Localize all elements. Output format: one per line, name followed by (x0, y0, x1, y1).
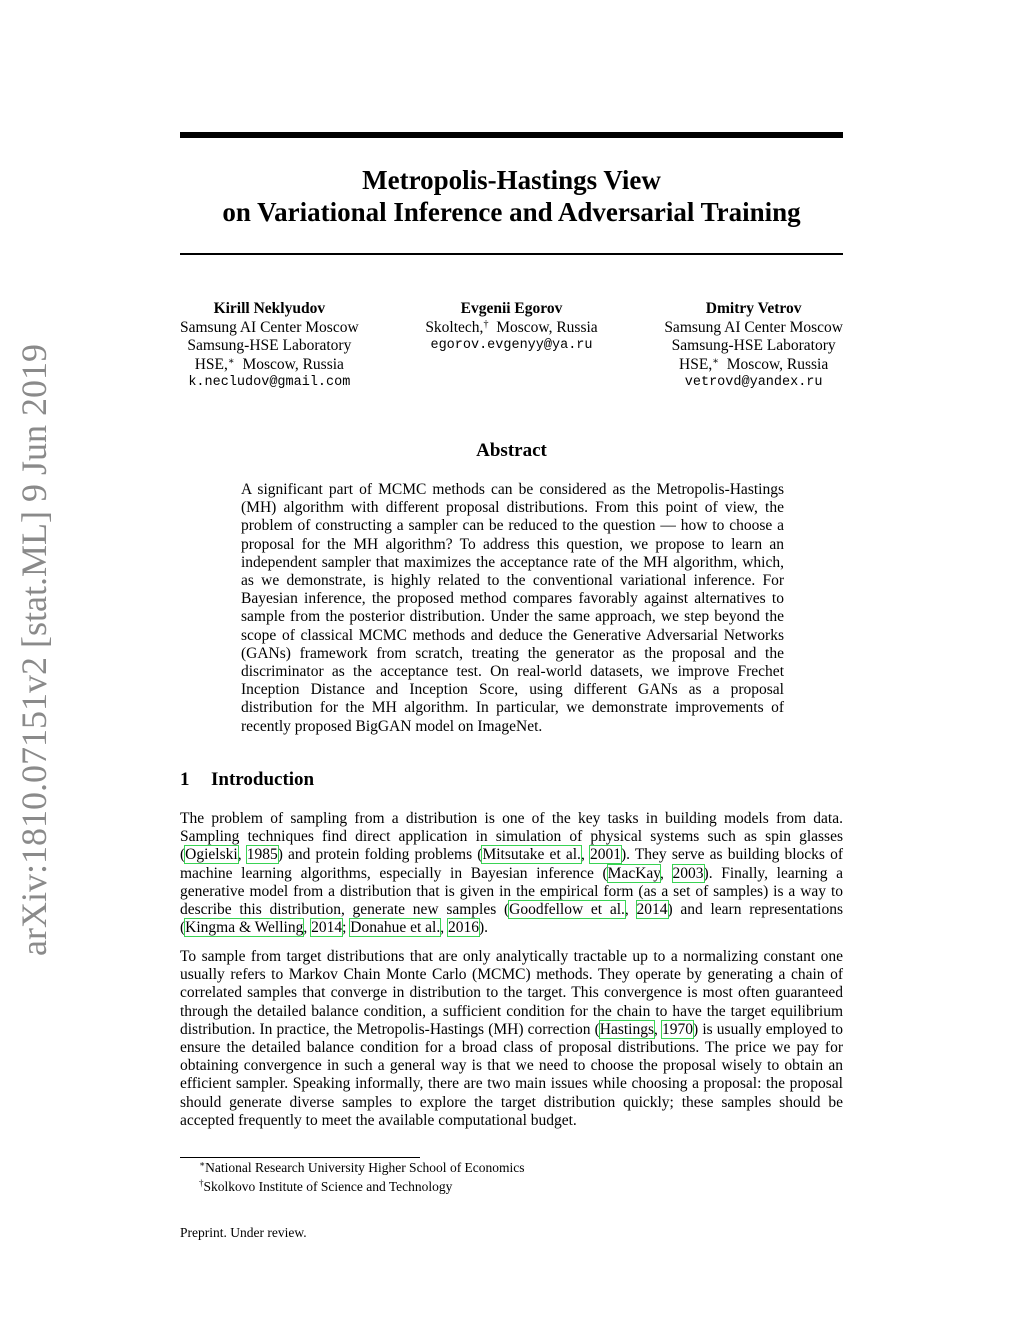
citation-link[interactable]: Hastings (599, 1020, 655, 1038)
arxiv-stamp: arXiv:1810.07151v2 [stat.ML] 9 Jun 2019 (14, 344, 54, 956)
citation-link[interactable]: 2014 (311, 919, 343, 937)
section-heading (180, 769, 314, 791)
citation-link[interactable]: Donahue et al. (350, 919, 441, 937)
section-title: Introduction (211, 769, 315, 790)
footnote-mark: ∗ (199, 1159, 206, 1169)
author-affiliation: HSE,∗ Moscow, Russia (194, 355, 344, 373)
author-name: Dmitry Vetrov (705, 300, 802, 317)
citation-link[interactable]: MacKay (607, 864, 661, 882)
footnote-mark: ∗ (227, 355, 235, 367)
author-affiliation: HSE,∗ Moscow, Russia (679, 355, 829, 373)
author-affiliation: Skoltech,† Moscow, Russia (425, 318, 598, 336)
footnote-1: ∗National Research University Higher School of Economics (199, 1159, 525, 1175)
intro-paragraph-1: The problem of sampling from a distribution is one of the key tasks in building models from data. Sampling techniques find direct application in simulation of physical systems such as spin glasses (Ogielski, 1985) and protein folding problems (Mitsutake et al., 2001). They serve as building blocks of machine learning algorithms, especially in Bayesian inference (MacKay, 2003). Finally, learning a generative model from a distribution that is given in the empirical form (as a set of samples) is a way to describe this distribution, generate new samples (Goodfellow et al., 2014) and learn representations (Kingma & Welling, 2014; Donahue et al., 2016). (180, 810, 844, 937)
author-affiliation: Samsung AI Center Moscow (664, 318, 843, 336)
author-email[interactable]: k.necludov@gmail.com (188, 375, 351, 390)
author-1 (180, 300, 359, 393)
author-block (180, 300, 843, 393)
abstract-text: A significant part of MCMC methods can be considered as the Metropolis-Hastings (MH) algorithm with different proposal distributions. From this point of view, the problem of constructing a sampler can be reduced to the question — how to choose a proposal for the MH algorithm? To address this question, we propose to learn an independent sampler that maximizes the acceptance rate of the MH algorithm, which, as we demonstrate, is highly related to the conventional variational inference. For Bayesian inference, the proposed method compares favorably against alternatives to sample from the posterior distribution. Under the same approach, we step beyond the scope of classical MCMC methods and deduce the Generative Adversarial Networks (GANs) framework from scratch, treating the generator as the proposal and the discriminator as the acceptance test. On real-world datasets, we improve Frechet Inception Distance and Inception Score, using different GANs as a proposal distribution for the MH algorithm. In particular, we demonstrate improvements of recently proposed BigGAN model on ImageNet. (241, 481, 784, 735)
citation-link[interactable]: 1985 (246, 846, 278, 864)
citation-link[interactable]: Ogielski (185, 846, 238, 864)
section-number: 1 (180, 769, 190, 790)
citation-link[interactable]: 2003 (672, 864, 704, 882)
paper-title (180, 164, 843, 228)
footnote-mark: † (199, 1178, 204, 1188)
abstract-heading: Abstract (476, 440, 547, 461)
intro-paragraph-2: To sample from target distributions that are only analytically tractable up to a normalizing constant one usually refers to Markov Chain Monte Carlo (MCMC) methods. They operate by generating a chain of correlated samples that converge in distribution to the target. This convergence is most often guaranteed through the detailed balance condition, a sufficient condition for the chain to have the target equilibrium distribution. In practice, the Metropolis-Hastings (MH) correction (Hastings, 1970) is usually employed to ensure the detailed balance condition for a broad class of proposal distributions. The price we pay for obtaining convergence in such a general way is that we need to choose the proposal wisely to obtain an efficient sampler. Speaking informally, there are two main issues while choosing a proposal: the proposal should generate diverse samples to explore the target distribution quickly; these samples should be accepted frequently to meet the available computational budget. (180, 948, 844, 1129)
footnote-rule (180, 1157, 420, 1158)
title-bottom-rule (180, 253, 843, 255)
author-name: Evgenii Egorov (460, 300, 563, 317)
footnote-mark: † (483, 318, 489, 330)
author-name: Kirill Neklyudov (213, 300, 326, 317)
title-line-1: Metropolis-Hastings View (362, 165, 661, 195)
author-email[interactable]: vetrovd@yandex.ru (684, 375, 823, 390)
citation-link[interactable]: Mitsutake et al. (482, 846, 581, 864)
title-top-rule (180, 132, 843, 138)
author-affiliation: Samsung-HSE Laboratory (671, 337, 836, 354)
citation-link[interactable]: 2001 (589, 846, 621, 864)
footnote-mark: ∗ (712, 355, 720, 367)
citation-link[interactable]: Goodfellow et al. (509, 901, 625, 919)
author-3 (664, 300, 843, 393)
citation-link[interactable]: 2014 (636, 901, 668, 919)
author-2 (425, 300, 597, 393)
author-affiliation: Samsung AI Center Moscow (180, 318, 359, 336)
title-line-2: on Variational Inference and Adversarial Training (222, 197, 801, 227)
preprint-footer: Preprint. Under review. (180, 1225, 307, 1240)
footnote-2: †Skolkovo Institute of Science and Technology (199, 1178, 453, 1194)
citation-link[interactable]: 2016 (447, 919, 479, 937)
author-affiliation: Samsung-HSE Laboratory (187, 337, 352, 354)
citation-link[interactable]: 1970 (662, 1020, 694, 1038)
citation-link[interactable]: Kingma & Welling (185, 919, 304, 937)
author-email[interactable]: egorov.evgenyy@ya.ru (430, 338, 593, 353)
